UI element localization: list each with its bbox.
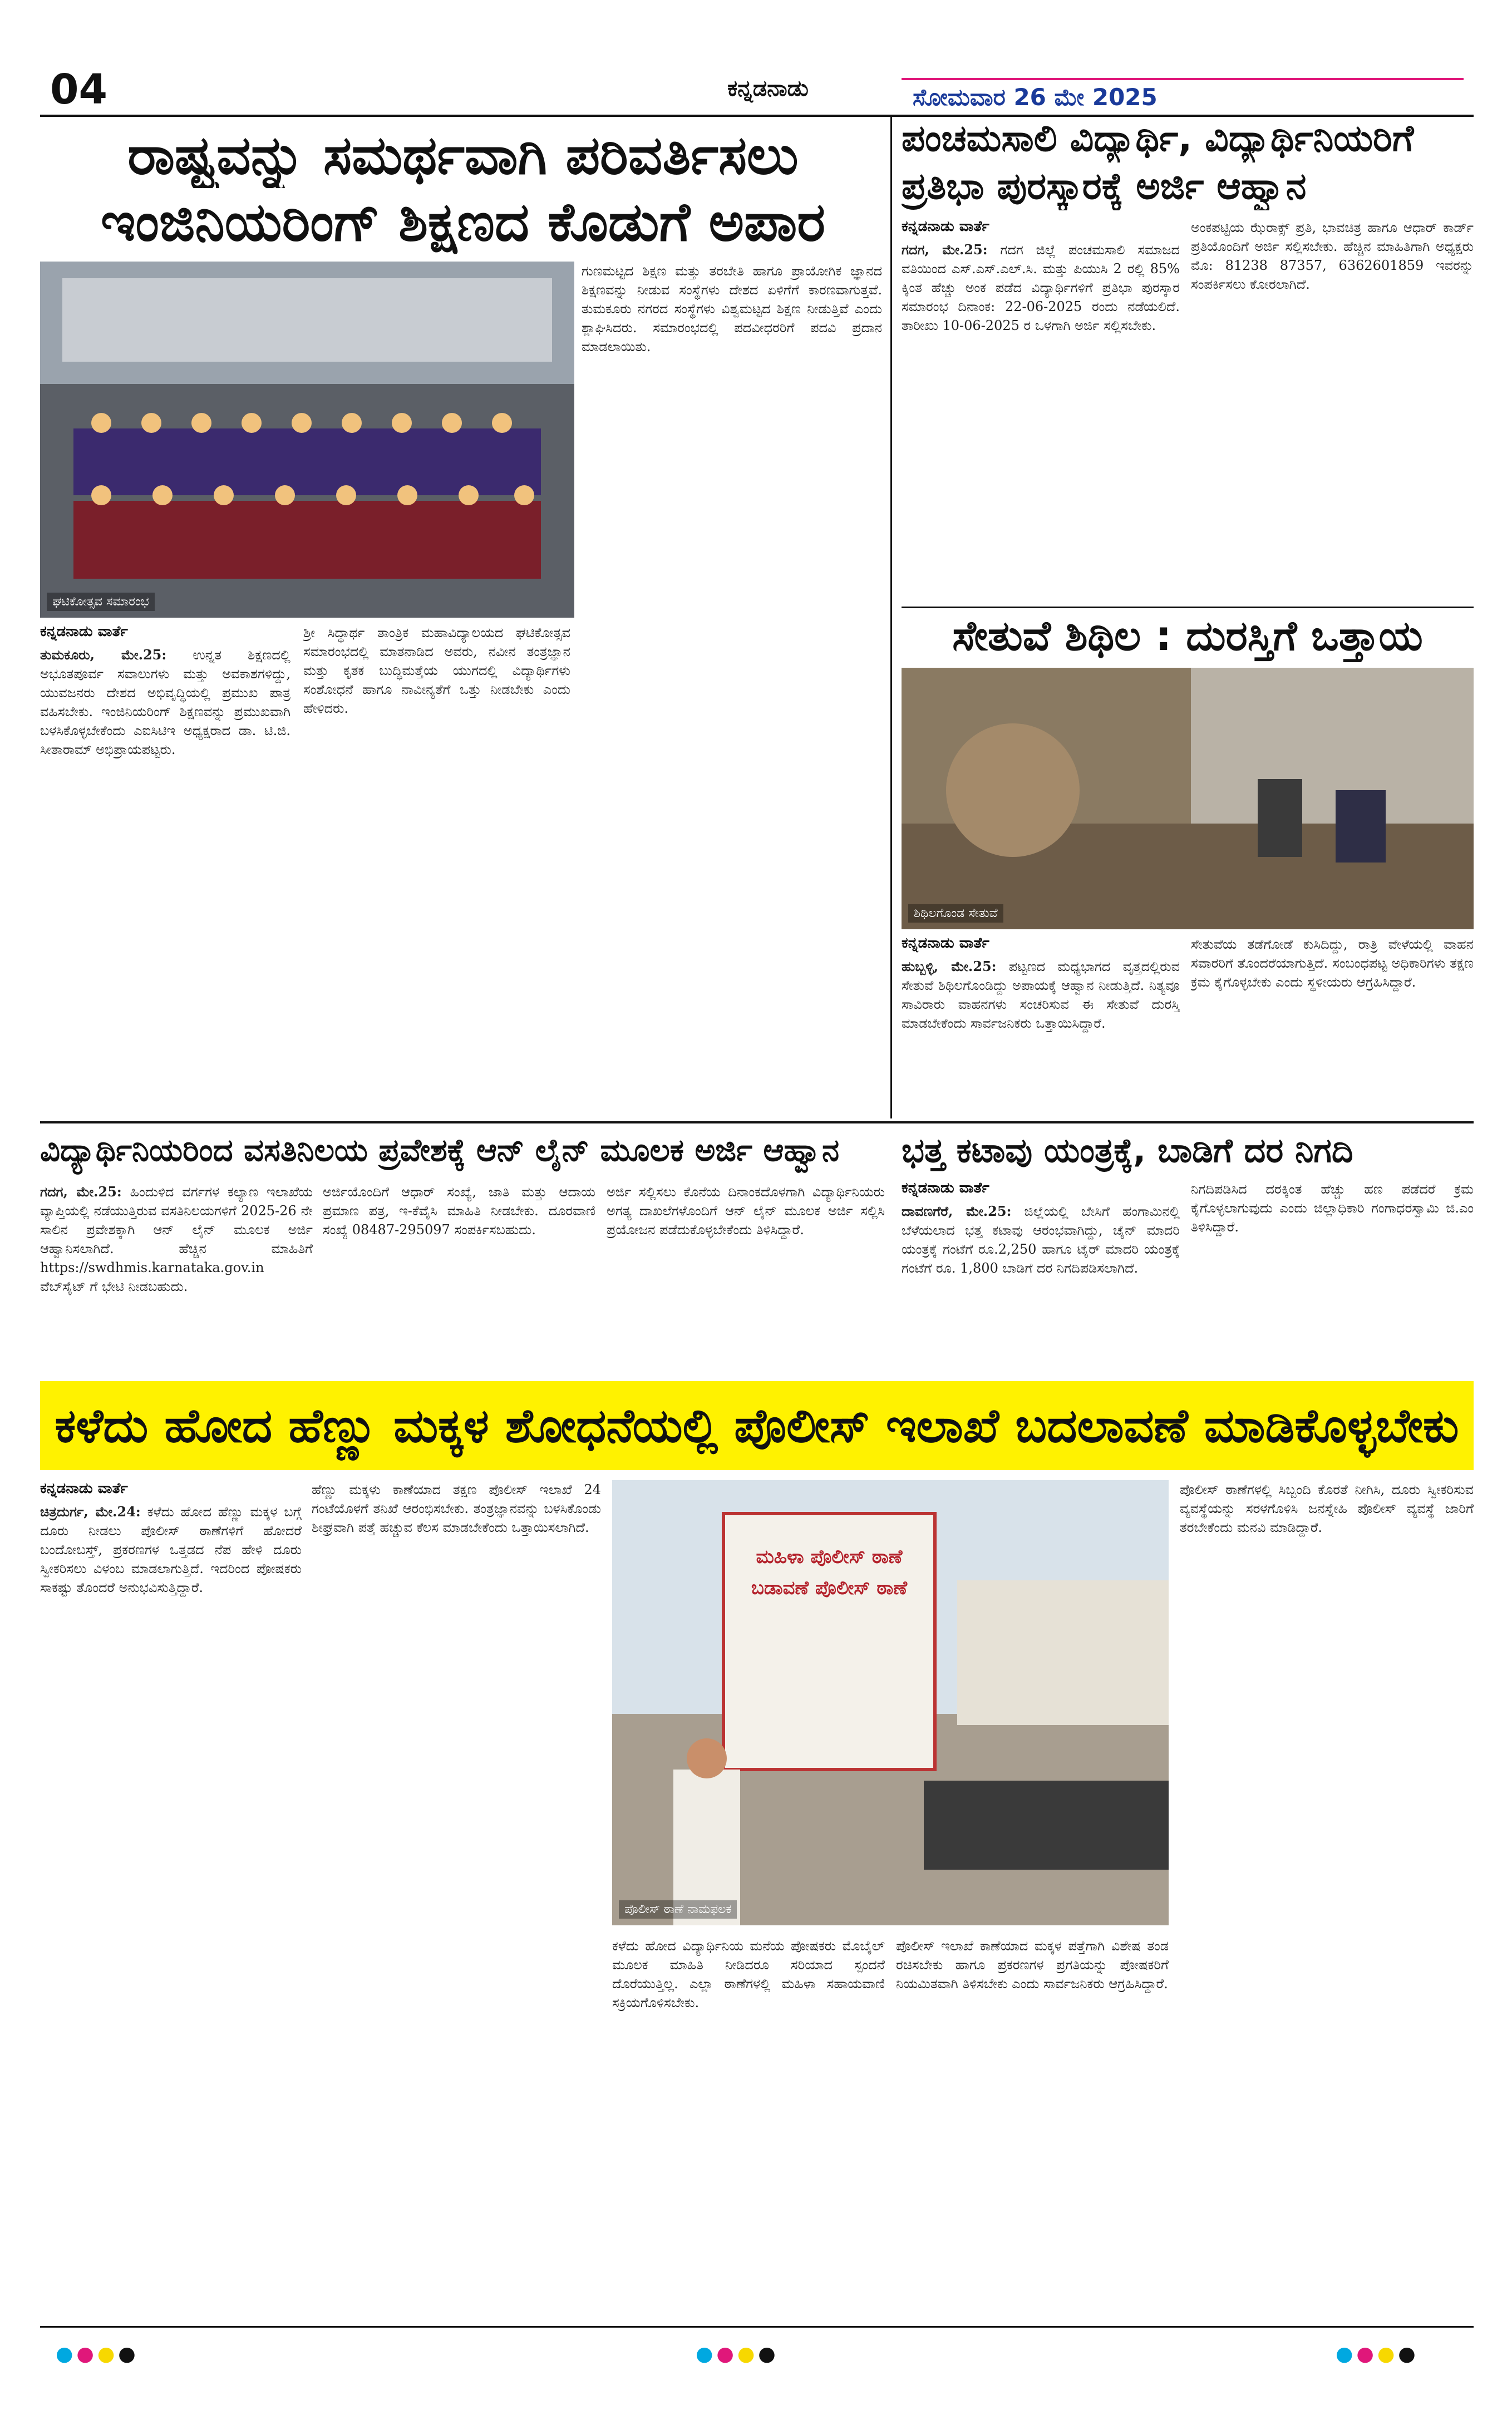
article2-col1-text: ಗದಗ ಜಿಲ್ಲೆ ಪಂಚಮಸಾಲಿ ಸಮಾಜದ ವತಿಯಿಂದ ಎಸ್.ಎಸ್.ಎಲ್.ಸಿ. ಮತ್ತು ಪಿಯುಸಿ 2 ರಲ್ಲಿ 85% ಕ್ಕಿಂತ ಹೆಚ್ಚು ಅಂಕ ಪಡೆದ ವಿದ್ಯಾರ್ಥಿಗಳಿಗೆ ಪ್ರತಿಭಾ ಪುರಸ್ಕಾರ ಸಮಾರಂಭ ದಿನಾಂಕ: 22-06-2025 ರಂದು ನಡೆಯಲಿದೆ. ತಾರೀಖು 10-06-2025 ರ ಒಳಗಾಗಿ ಅರ್ಜಿ ಸಲ್ಲಿಸಬೇಕು. [902, 242, 1180, 333]
footer-rule [40, 2326, 1474, 2328]
article6-col4: ಪೊಲೀಸ್ ಇಲಾಖೆ ಕಾಣೆಯಾದ ಮಕ್ಕಳ ಪತ್ತೆಗಾಗಿ ವಿಶೇಷ ತಂಡ ರಚಿಸಬೇಕು ಹಾಗೂ ಪ್ರಕರಣಗಳ ಪ್ರಗತಿಯನ್ನು ಪೋಷಕರಿಗೆ ನಿಯಮಿತವಾಗಿ ತಿಳಿಸಬೇಕು ಎಂದು ಸಾರ್ವಜನಿಕರು ಆಗ್ರಹಿಸಿದ್ದಾರೆ. [896, 1938, 1169, 1992]
article4-col1-text: ಹಿಂದುಳಿದ ವರ್ಗಗಳ ಕಲ್ಯಾಣ ಇಲಾಖೆಯ ವ್ಯಾಪ್ತಿಯಲ್ಲಿ ನಡೆಯುತ್ತಿರುವ ವಸತಿನಿಲಯಗಳಿಗೆ 2025-26 ನೇ ಸಾಲಿನ ಪ್ರವೇಶಕ್ಕಾಗಿ ಆನ್ ಲೈನ್ ಮೂಲಕ ಅರ್ಜಿ ಆಹ್ವಾನಿಸಲಾಗಿದೆ. ಹೆಚ್ಚಿನ ಮಾಹಿತಿಗೆ https://swdhmis.karnataka.gov.in ವೆಬ್‌ಸೈಟ್ ಗೆ ಭೇಟಿ ನೀಡಬಹುದು. [40, 1184, 313, 1294]
article3-col1 [902, 957, 1180, 1118]
article6-col3: ಕಳೆದು ಹೋದ ವಿದ್ಯಾರ್ಥಿನಿಯ ಮನೆಯ ಪೋಷಕರು ಮೊಬೈಲ್ ಮೂಲಕ ಮಾಹಿತಿ ನೀಡಿದರೂ ಸರಿಯಾದ ಸ್ಪಂದನೆ ದೊರೆಯುತ್ತಿಲ್ಲ. ಎಲ್ಲಾ ಠಾಣೆಗಳಲ್ಲಿ ಮಹಿಳಾ ಸಹಾಯವಾಣಿ ಸಕ್ರಿಯಗೊಳಿಸಬೇಕು. [612, 1938, 885, 2010]
registration-marks-right: ●●●● [1336, 2343, 1419, 2365]
article5-col1-text: ಜಿಲ್ಲೆಯಲ್ಲಿ ಬೇಸಿಗೆ ಹಂಗಾಮಿನಲ್ಲಿ ಬೆಳೆಯಲಾದ ಭತ್ತ ಕಟಾವು ಆರಂಭವಾಗಿದ್ದು, ಚೈನ್ ಮಾದರಿ ಯಂತ್ರಕ್ಕೆ ಗಂಟೆಗೆ ರೂ.2,250 ಹಾಗೂ ಟೈರ್ ಮಾದರಿ ಯಂತ್ರಕ್ಕೆ ಗಂಟೆಗೆ ರೂ. 1,800 ಬಾಡಿಗೆ ದರ ನಿಗದಿಪಡಿಸಲಾಗಿದೆ. [902, 1204, 1180, 1276]
article4-headline: ವಿದ್ಯಾರ್ಥಿನಿಯರಿಂದ ವಸತಿನಿಲಯ ಪ್ರವೇಶಕ್ಕೆ ಆನ್ ಲೈನ್ ಮೂಲಕ ಅರ್ಜಿ ಆಹ್ವಾನ [40, 1132, 840, 1169]
article2-dateline: ಗದಗ, ಮೇ.25: [902, 242, 988, 258]
article5-col2: ನಿಗದಿಪಡಿಸಿದ ದರಕ್ಕಿಂತ ಹೆಚ್ಚು ಹಣ ಪಡೆದರೆ ಕ್ರಮ ಕೈಗೊಳ್ಳಲಾಗುವುದು ಎಂದು ಜಿಲ್ಲಾಧಿಕಾರಿ ಗಂಗಾಧರಸ್ವಾಮಿ ಜಿ.ಎಂ ತಿಳಿಸಿದ್ದಾರೆ. [1191, 1181, 1474, 1235]
article3-top-rule [902, 607, 1474, 608]
masthead: ಕನ್ನಡನಾಡು [727, 76, 809, 101]
article2-col2: ಅಂಕಪಟ್ಟಿಯ ಝೆರಾಕ್ಸ್ ಪ್ರತಿ, ಭಾವಚಿತ್ರ ಹಾಗೂ ಆಧಾರ್ ಕಾರ್ಡ್ ಪ್ರತಿಯೊಂದಿಗೆ ಅರ್ಜಿ ಸಲ್ಲಿಸಬೇಕು. ಹೆಚ್ಚಿನ ಮಾಹಿತಿಗಾಗಿ ಅಧ್ಯಕ್ಷರು ಮೊ: 81238 87357, 6362601859 ಇವರನ್ನು ಸಂಪರ್ಕಿಸಲು ಕೋರಲಾಗಿದೆ. [1191, 220, 1474, 292]
article6-photo [612, 1480, 1169, 1925]
article1-col1 [40, 645, 290, 1107]
article2-byline: ಕನ್ನಡನಾಡು ವಾರ್ತೆ [902, 218, 989, 235]
article2-col1 [902, 240, 1180, 602]
article5-headline: ಭತ್ತ ಕಟಾವು ಯಂತ್ರಕ್ಕೆ, ಬಾಡಿಗೆ ದರ ನಿಗದಿ [902, 1131, 1353, 1170]
date-bar: ಸೋಮವಾರ 26 ಮೇ 2025 [902, 78, 1464, 112]
article1-dateline: ತುಮಕೂರು, ಮೇ.25: [40, 647, 167, 663]
article3-headline: ಸೇತುವೆ ಶಿಥಿಲ : ದುರಸ್ತಿಗೆ ಒತ್ತಾಯ [952, 612, 1423, 660]
article4-col2: ಅರ್ಜಿಯೊಂದಿಗೆ ಆಧಾರ್ ಸಂಖ್ಯೆ, ಜಾತಿ ಮತ್ತು ಆದಾಯ ಪ್ರಮಾಣ ಪತ್ರ, ಇ-ಕೆವೈಸಿ ಮಾಹಿತಿ ನೀಡಬೇಕು. ದೂರವಾಣಿ ಸಂಖ್ಯೆ 08487-295097 ಸಂಪರ್ಕಿಸಬಹುದು. [323, 1184, 595, 1238]
article5-col1 [902, 1202, 1180, 1372]
bridge-photo-illustration [902, 668, 1474, 929]
article6-col2: ಹೆಣ್ಣು ಮಕ್ಕಳು ಕಾಣೆಯಾದ ತಕ್ಷಣ ಪೊಲೀಸ್ ಇಲಾಖೆ 24 ಗಂಟೆಯೊಳಗೆ ತನಿಖೆ ಆರಂಭಿಸಬೇಕು. ತಂತ್ರಜ್ಞಾನವನ್ನು ಬಳಸಿಕೊಂಡು ಶೀಘ್ರವಾಗಿ ಪತ್ತೆ ಹಚ್ಚುವ ಕೆಲಸ ಮಾಡಬೇಕೆಂದು ಒತ್ತಾಯಿಸಲಾಗಿದೆ. [312, 1482, 601, 1535]
article1-col1-text: ಉನ್ನತ ಶಿಕ್ಷಣದಲ್ಲಿ ಅಭೂತಪೂರ್ವ ಸವಾಲುಗಳು ಮತ್ತು ಅವಕಾಶಗಳಿದ್ದು, ಯುವಜನರು ದೇಶದ ಅಭಿವೃದ್ಧಿಯಲ್ಲಿ ಪ್ರಮುಖ ಪಾತ್ರ ವಹಿಸಬೇಕು. ಇಂಜಿನಿಯರಿಂಗ್ ಶಿಕ್ಷಣವನ್ನು ಪ್ರಮುಖವಾಗಿ ಬಳಸಿಕೊಳ್ಳಬೇಕೆಂದು ಎಐಸಿಟಿಇ ಅಧ್ಯಕ್ಷರಾದ ಡಾ. ಟಿ.ಜಿ. ಸೀತಾರಾಮ್ ಅಭಿಪ್ರಾಯಪಟ್ಟರು. [40, 647, 290, 757]
article6-byline: ಕನ್ನಡನಾಡು ವಾರ್ತೆ [40, 1480, 128, 1497]
article5-byline: ಕನ್ನಡನಾಡು ವಾರ್ತೆ [902, 1180, 989, 1196]
article1-col2: ಶ್ರೀ ಸಿದ್ಧಾರ್ಥ ತಾಂತ್ರಿಕ ಮಹಾವಿದ್ಯಾಲಯದ ಘಟಿಕೋತ್ಸವ ಸಮಾರಂಭದಲ್ಲಿ ಮಾತನಾಡಿದ ಅವರು, ನವೀನ ತಂತ್ರಜ್ಞಾನ ಮತ್ತು ಕೃತಕ ಬುದ್ಧಿಮತ್ತೆಯ ಯುಗದಲ್ಲಿ ವಿದ್ಯಾರ್ಥಿಗಳು ಸಂಶೋಧನೆ ಹಾಗೂ ನಾವೀನ್ಯತೆಗೆ ಒತ್ತು ನೀಡಬೇಕು ಎಂದು ಹೇಳಿದರು. [303, 625, 570, 716]
graduation-photo-illustration [40, 262, 574, 618]
article6-col1-text: ಕಳೆದು ಹೋದ ಹೆಣ್ಣು ಮಕ್ಕಳ ಬಗ್ಗೆ ದೂರು ನೀಡಲು ಪೊಲೀಸ್ ಠಾಣೆಗಳಿಗೆ ಹೋದರೆ ಬಂದೋಬಸ್ತ್, ಪ್ರಕರಣಗಳ ಒತ್ತಡದ ನೆಪ ಹೇಳಿ ದೂರು ಸ್ವೀಕರಿಸಲು ವಿಳಂಬ ಮಾಡಲಾಗುತ್ತಿದೆ. ಇದರಿಂದ ಪೋಷಕರು ಸಾಕಷ್ಟು ತೊಂದರೆ ಅನುಭವಿಸುತ್ತಿದ್ದಾರೆ. [40, 1504, 302, 1595]
article6-col5: ಪೊಲೀಸ್ ಠಾಣೆಗಳಲ್ಲಿ ಸಿಬ್ಬಂದಿ ಕೊರತೆ ನೀಗಿಸಿ, ದೂರು ಸ್ವೀಕರಿಸುವ ವ್ಯವಸ್ಥೆಯನ್ನು ಸರಳಗೊಳಿಸಿ ಜನಸ್ನೇಹಿ ಪೊಲೀಸ್ ವ್ಯವಸ್ಥೆ ಜಾರಿಗೆ ತರಬೇಕೆಂದು ಮನವಿ ಮಾಡಿದ್ದಾರೆ. [1180, 1482, 1474, 1535]
column-separator [890, 117, 892, 1118]
article6-col1 [40, 1502, 302, 2304]
article6-headline-banner: ಕಳೆದು ಹೋದ ಹೆಣ್ಣು ಮಕ್ಕಳ ಶೋಧನೆಯಲ್ಲಿ ಪೊಲೀಸ್ ಇಲಾಖೆ ಬದಲಾವಣೆ ಮಾಡಿಕೊಳ್ಳಬೇಕು [40, 1381, 1474, 1470]
article2-headline-line1: ಪಂಚಮಸಾಲಿ ವಿದ್ಯಾರ್ಥಿ, ವಿದ್ಯಾರ್ಥಿನಿಯರಿಗೆ [902, 117, 1414, 160]
mid-rule [40, 1121, 1474, 1123]
article3-col2: ಸೇತುವೆಯ ತಡೆಗೋಡೆ ಕುಸಿದಿದ್ದು, ರಾತ್ರಿ ವೇಳೆಯಲ್ಲಿ ವಾಹನ ಸವಾರರಿಗೆ ತೊಂದರೆಯಾಗುತ್ತಿದೆ. ಸಂಬಂಧಪಟ್ಟ ಅಧಿಕಾರಿಗಳು ತಕ್ಷಣ ಕ್ರಮ ಕೈಗೊಳ್ಳಬೇಕು ಎಂದು ಸ್ಥಳೀಯರು ಆಗ್ರಹಿಸಿದ್ದಾರೆ. [1191, 937, 1474, 990]
article1-col3: ಗುಣಮಟ್ಟದ ಶಿಕ್ಷಣ ಮತ್ತು ತರಬೇತಿ ಹಾಗೂ ಪ್ರಾಯೋಗಿಕ ಜ್ಞಾನದ ಶಿಕ್ಷಣವನ್ನು ನೀಡುವ ಸಂಸ್ಥೆಗಳು ದೇಶದ ಏಳಿಗೆಗೆ ಕಾರಣವಾಗುತ್ತವೆ. ತುಮಕೂರು ನಗರದ ಸಂಸ್ಥೆಗಳು ವಿಶ್ವಮಟ್ಟದ ಶಿಕ್ಷಣ ನೀಡುತ್ತಿವೆ ಎಂದು ಶ್ಲಾಘಿಸಿದರು. ಸಮಾರಂಭದಲ್ಲಿ ಪದವೀಧರರಿಗೆ ಪದವಿ ಪ್ರದಾನ ಮಾಡಲಾಯಿತು. [582, 263, 882, 354]
page-number: 04 [50, 66, 107, 110]
article1-headline-line2: ಇಂಜಿನಿಯರಿಂಗ್ ಶಿಕ್ಷಣದ ಕೊಡುಗೆ ಅಪಾರ [100, 191, 826, 253]
article1-headline-line1: ರಾಷ್ಟ್ರವನ್ನು ಸಮರ್ಥವಾಗಿ ಪರಿವರ್ತಿಸಲು [127, 124, 799, 186]
article3-col1-text: ಪಟ್ಟಣದ ಮಧ್ಯಭಾಗದ ವೃತ್ತದಲ್ಲಿರುವ ಸೇತುವೆ ಶಿಥಿಲಗೊಂಡಿದ್ದು ಅಪಾಯಕ್ಕೆ ಆಹ್ವಾನ ನೀಡುತ್ತಿದೆ. ನಿತ್ಯವೂ ಸಾವಿರಾರು ವಾಹನಗಳು ಸಂಚರಿಸುವ ಈ ಸೇತುವೆ ದುರಸ್ತಿ ಮಾಡಬೇಕೆಂದು ಸಾರ್ವಜನಿಕರು ಒತ್ತಾಯಿಸಿದ್ದಾರೆ. [902, 959, 1180, 1031]
article3-dateline: ಹುಬ್ಬಳ್ಳಿ, ಮೇ.25: [902, 958, 997, 974]
article4-col1 [40, 1182, 313, 1372]
article2-headline-line2: ಪ್ರತಿಭಾ ಪುರಸ್ಕಾರಕ್ಕೆ ಅರ್ಜಿ ಆಹ್ವಾನ [902, 165, 1307, 208]
article6-dateline: ಚಿತ್ರದುರ್ಗ, ಮೇ.24: [40, 1504, 141, 1520]
registration-marks-center: ●●●● [696, 2343, 779, 2365]
article1-byline: ಕನ್ನಡನಾಡು ವಾರ್ತೆ [40, 623, 128, 640]
article1-photo-caption: ಘಟಿಕೋತ್ಸವ ಸಮಾರಂಭ [47, 593, 155, 611]
article3-photo [902, 668, 1474, 929]
article6-photo-caption: ಪೊಲೀಸ್ ಠಾಣೆ ನಾಮಫಲಕ [619, 1900, 737, 1919]
article3-byline: ಕನ್ನಡನಾಡು ವಾರ್ತೆ [902, 935, 989, 952]
registration-marks-left: ●●●● [56, 2343, 139, 2365]
article3-photo-caption: ಶಿಥಿಲಗೊಂಡ ಸೇತುವೆ [908, 904, 1003, 923]
article4-dateline: ಗದಗ, ಮೇ.25: [40, 1184, 122, 1200]
article4-col3: ಅರ್ಜಿ ಸಲ್ಲಿಸಲು ಕೊನೆಯ ದಿನಾಂಕದೊಳಗಾಗಿ ವಿದ್ಯಾರ್ಥಿನಿಯರು ಅಗತ್ಯ ದಾಖಲೆಗಳೊಂದಿಗೆ ಆನ್ ಲೈನ್ ಮೂಲಕ ಅರ್ಜಿ ಸಲ್ಲಿಸಿ ಪ್ರಯೋಜನ ಪಡೆದುಕೊಳ್ಳಬೇಕೆಂದು ತಿಳಿಸಿದ್ದಾರೆ. [607, 1184, 885, 1238]
article5-dateline: ದಾವಣಗೆರೆ, ಮೇ.25: [902, 1203, 1012, 1219]
article1-photo [40, 262, 574, 618]
article6-sign-text: ಮಹಿಳಾ ಪೊಲೀಸ್ ಠಾಣೆ ಬಡಾವಣೆ ಪೊಲೀಸ್ ಠಾಣೆ [751, 1546, 908, 1599]
